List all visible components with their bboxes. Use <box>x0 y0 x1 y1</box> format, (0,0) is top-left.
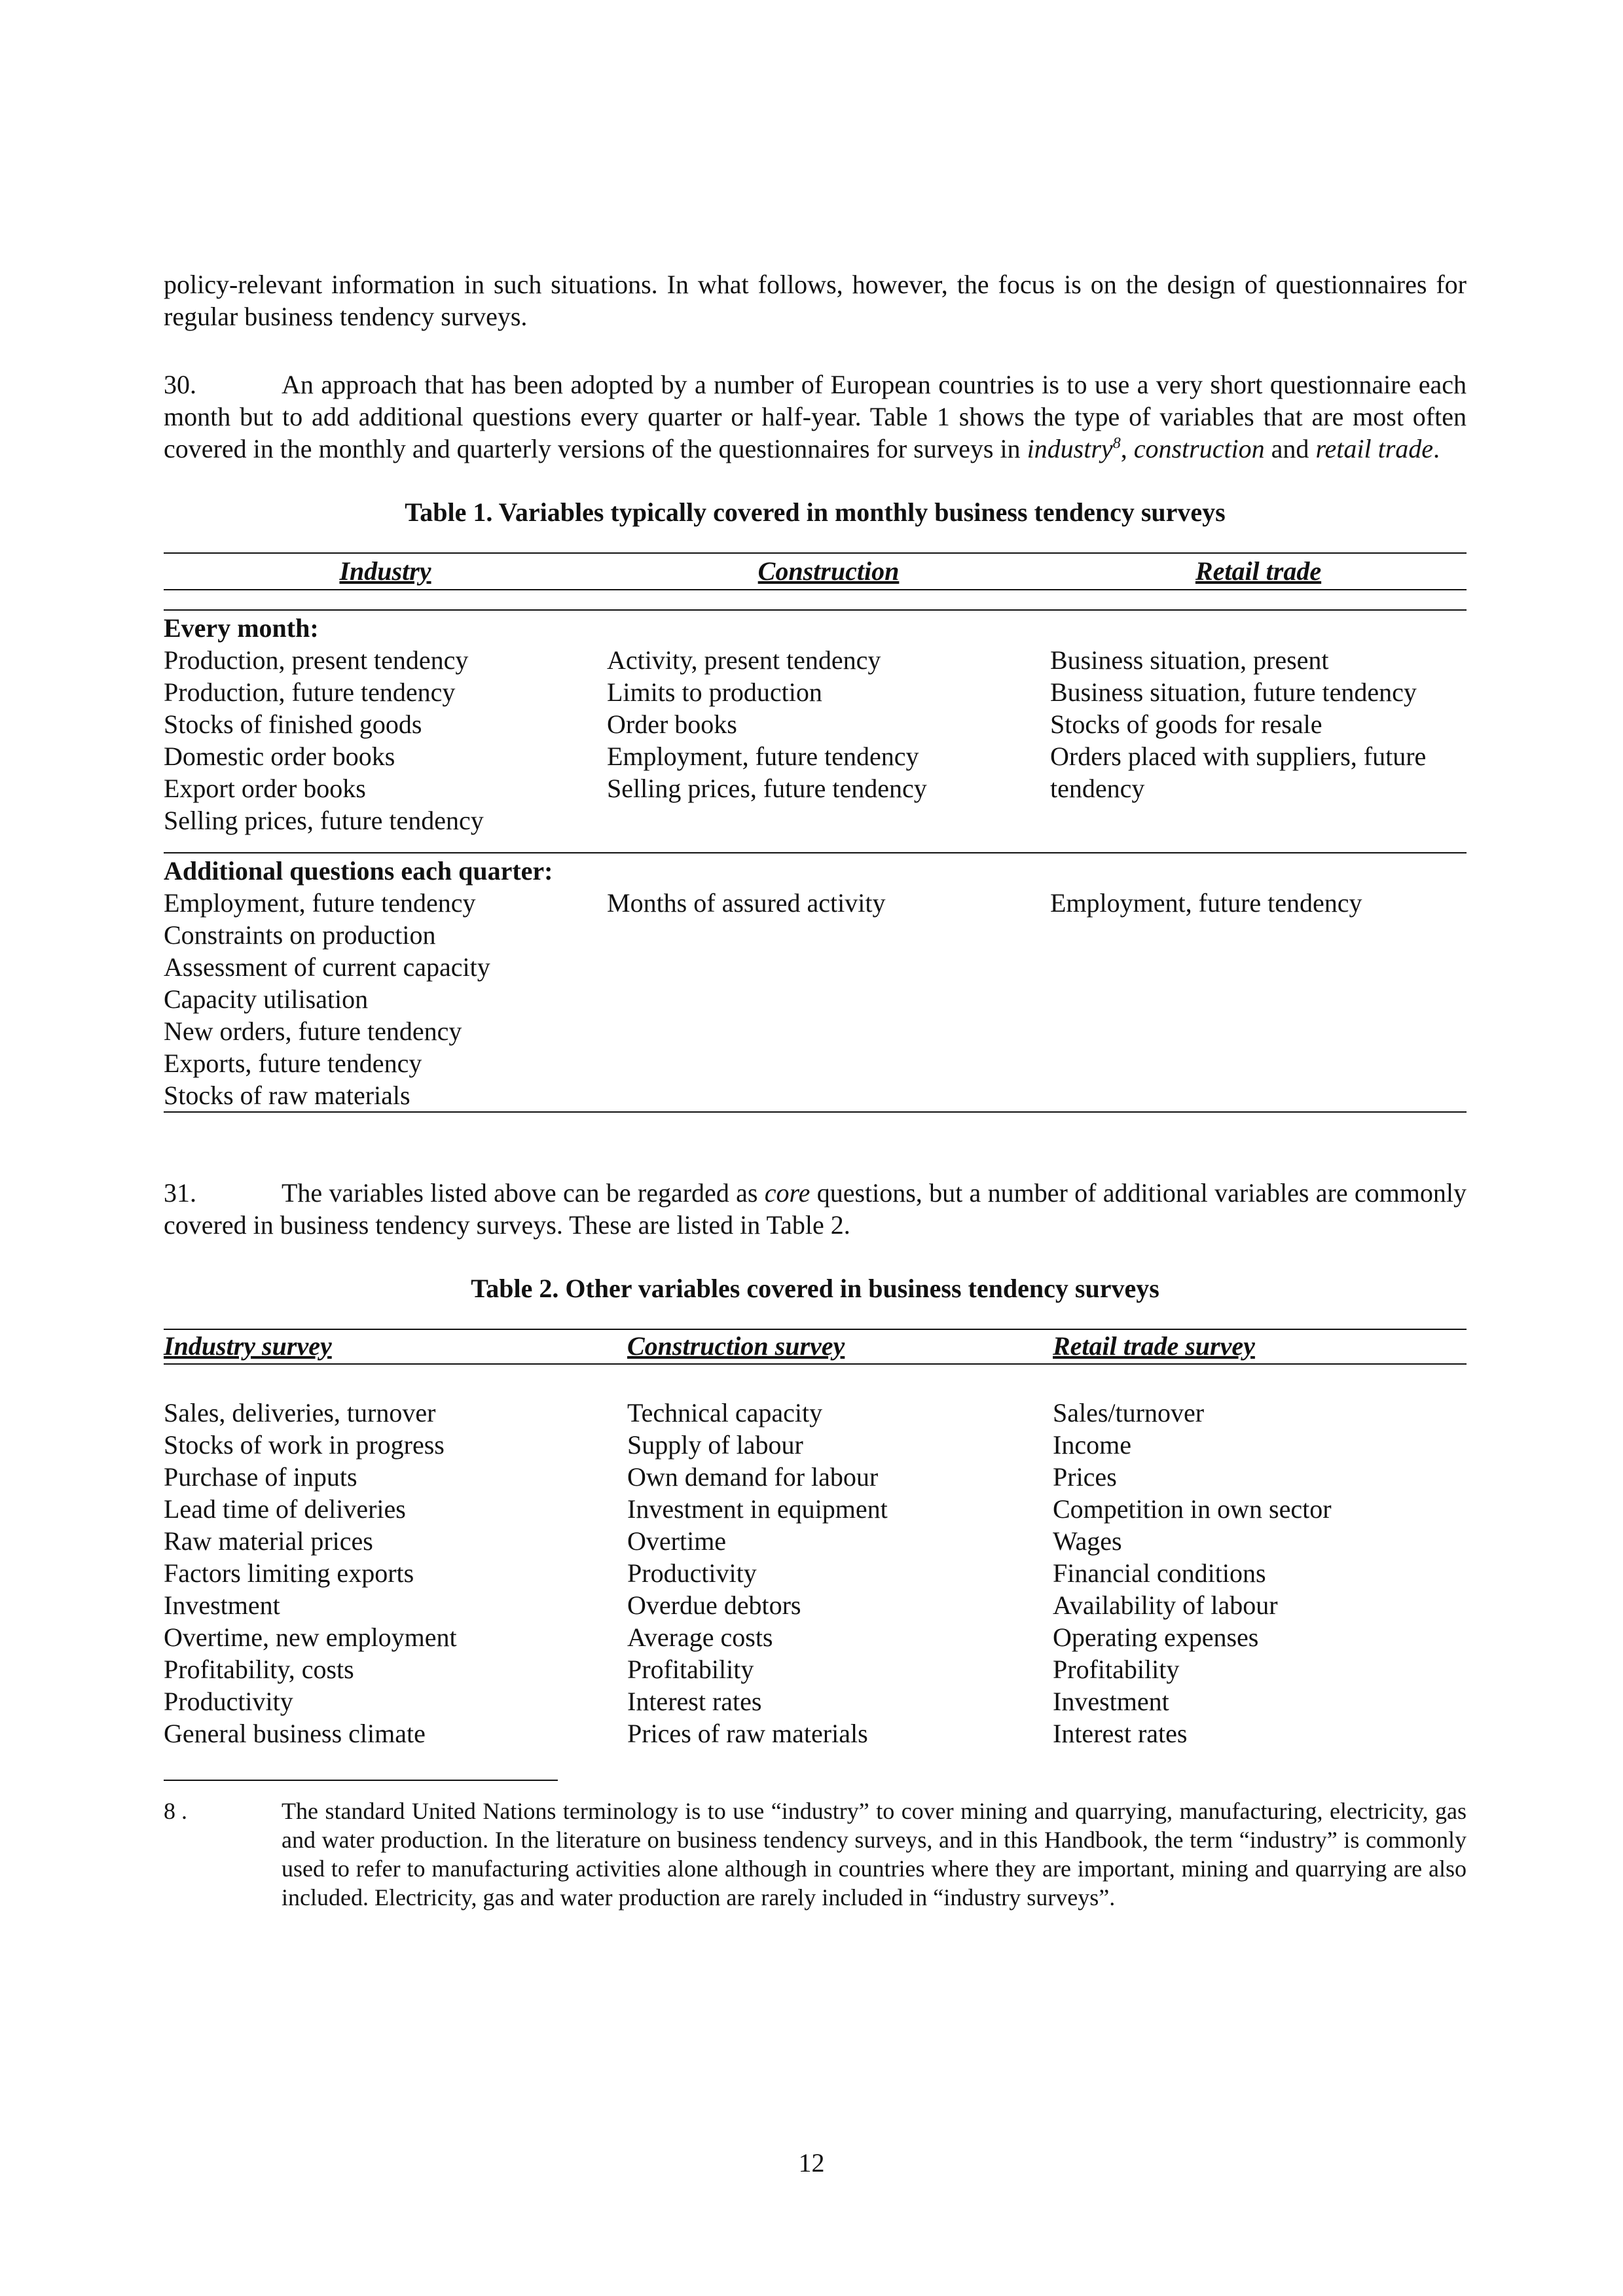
list-item: New orders, future tendency <box>164 1016 462 1046</box>
list-item: Profitability <box>1053 1655 1180 1684</box>
table-header-row <box>164 1329 1467 1364</box>
list-item: Stocks of raw materials <box>164 1081 410 1110</box>
list-item: Competition in own sector <box>1053 1494 1332 1524</box>
intro-paragraph: policy-relevant information in such situations. In what follows, however, the focus is on the design of questionnaires for regular business tendency surveys. <box>164 270 1467 331</box>
list-item: Factors limiting exports <box>164 1558 414 1588</box>
page-number: 12 <box>798 2148 825 2178</box>
table-1-title: Table 1. Variables typically covered in monthly business tendency surveys <box>405 497 1226 527</box>
column-header: Industry <box>164 553 607 590</box>
list-item: Selling prices, future tendency <box>164 806 484 835</box>
list-item: Constraints on production <box>164 920 436 950</box>
list-item: Employment, future tendency <box>607 742 919 771</box>
industry-survey-list <box>164 1397 627 1749</box>
column-header: Construction survey <box>627 1329 1053 1364</box>
list-item: Employment, future tendency <box>164 888 476 918</box>
list-item: Profitability, costs <box>164 1655 354 1684</box>
column-header: Retail trade <box>1050 553 1467 590</box>
list-item: Interest rates <box>627 1687 762 1716</box>
column-header: Industry survey <box>164 1329 627 1364</box>
list-item: Income <box>1053 1430 1131 1460</box>
retail-survey-list <box>1053 1397 1467 1749</box>
list-item: Business situation, present <box>1050 645 1329 675</box>
retail-list <box>1050 887 1467 919</box>
list-item: Prices <box>1053 1462 1117 1492</box>
list-item: Activity, present tendency <box>607 645 881 675</box>
section-heading: Every month: <box>164 613 319 643</box>
list-item: Technical capacity <box>627 1398 823 1427</box>
list-item: Stocks of work in progress <box>164 1430 445 1460</box>
list-item: Exports, future tendency <box>164 1049 422 1078</box>
list-item: Overtime <box>627 1526 727 1556</box>
table-1 <box>164 552 1467 1113</box>
list-item: Prices of raw materials <box>627 1719 868 1748</box>
section-heading: Additional questions each quarter: <box>164 853 1467 887</box>
column-header: Construction <box>607 553 1050 590</box>
list-item: Financial conditions <box>1053 1558 1266 1588</box>
paragraph-31: 31. The variables listed above can be regarded as core questions, but a number of additional variables are commonly covered in business tendency surveys. These are listed in Table 2. <box>164 1178 1467 1240</box>
list-item: Average costs <box>627 1623 773 1652</box>
list-item: Selling prices, future tendency <box>607 774 927 803</box>
retail-list <box>1050 644 1467 804</box>
paragraph-number: 30. <box>164 370 196 399</box>
list-item: Raw material prices <box>164 1526 373 1556</box>
list-item: Orders placed with suppliers, future tendency <box>1050 742 1427 803</box>
list-item: Assessment of current capacity <box>164 952 490 982</box>
construction-survey-list <box>627 1397 1053 1749</box>
industry-list <box>164 887 607 1111</box>
table-row <box>164 1397 1467 1749</box>
list-item: Production, future tendency <box>164 677 456 707</box>
industry-list <box>164 644 607 836</box>
list-item: Export order books <box>164 774 366 803</box>
list-item: Sales/turnover <box>1053 1398 1205 1427</box>
list-item: General business climate <box>164 1719 426 1748</box>
table-row <box>164 887 1467 1112</box>
list-item: Operating expenses <box>1053 1623 1259 1652</box>
column-header: Retail trade survey <box>1053 1329 1467 1364</box>
list-item: Production, present tendency <box>164 645 469 675</box>
table-2 <box>164 1329 1467 1749</box>
list-item: Overdue debtors <box>627 1590 801 1620</box>
list-item: Stocks of finished goods <box>164 709 422 739</box>
footnote <box>164 1797 1467 1912</box>
page-body <box>164 268 1467 1912</box>
list-item: Investment <box>1053 1687 1169 1716</box>
list-item: Business situation, future tendency <box>1050 677 1417 707</box>
footnote-divider <box>164 1780 558 1781</box>
paragraph-number: 31. <box>164 1178 196 1208</box>
list-item: Productivity <box>627 1558 757 1588</box>
list-item: Overtime, new employment <box>164 1623 457 1652</box>
list-item: Months of assured activity <box>607 888 886 918</box>
table-header-row <box>164 553 1467 590</box>
footnote-text: The standard United Nations terminology is to use “industry” to cover mining and quarrying, manufacturing, electricity, gas and water production. In the literature on business tendency surveys, and in this Handbook, the term “industry” is commonly used to refer to manufacturing activities alone although in countries where they are important, mining and quarrying are also included. Electricity, gas and water production are rarely included in “industry surveys”. <box>282 1798 1467 1910</box>
list-item: Availability of labour <box>1053 1590 1278 1620</box>
list-item: Productivity <box>164 1687 293 1716</box>
footnote-ref: 8 <box>1112 435 1121 452</box>
table-2-title: Table 2. Other variables covered in business tendency surveys <box>471 1274 1159 1303</box>
table-row <box>164 644 1467 853</box>
list-item: Stocks of goods for resale <box>1050 709 1322 739</box>
list-item: Own demand for labour <box>627 1462 879 1492</box>
list-item: Investment <box>164 1590 280 1620</box>
list-item: Employment, future tendency <box>1050 888 1362 918</box>
list-item: Lead time of deliveries <box>164 1494 406 1524</box>
list-item: Supply of labour <box>627 1430 803 1460</box>
list-item: Purchase of inputs <box>164 1462 357 1492</box>
footnote-number: 8 . <box>164 1798 187 1824</box>
list-item: Limits to production <box>607 677 822 707</box>
list-item: Interest rates <box>1053 1719 1188 1748</box>
construction-list <box>607 887 1050 919</box>
list-item: Order books <box>607 709 737 739</box>
list-item: Profitability <box>627 1655 754 1684</box>
list-item: Investment in equipment <box>627 1494 888 1524</box>
list-item: Domestic order books <box>164 742 395 771</box>
construction-list <box>607 644 1050 804</box>
list-item: Sales, deliveries, turnover <box>164 1398 436 1427</box>
list-item: Wages <box>1053 1526 1122 1556</box>
paragraph-30: 30. An approach that has been adopted by a number of European countries is to use a very short questionnaire each month but to add additional questions every quarter or half-year. Table 1 shows the type of variables that are most often covered in the monthly and quarterly versions of the questionnaires for surveys in industry$^8$, construction and retail trade. <box>164 370 1467 463</box>
list-item: Capacity utilisation <box>164 984 369 1014</box>
